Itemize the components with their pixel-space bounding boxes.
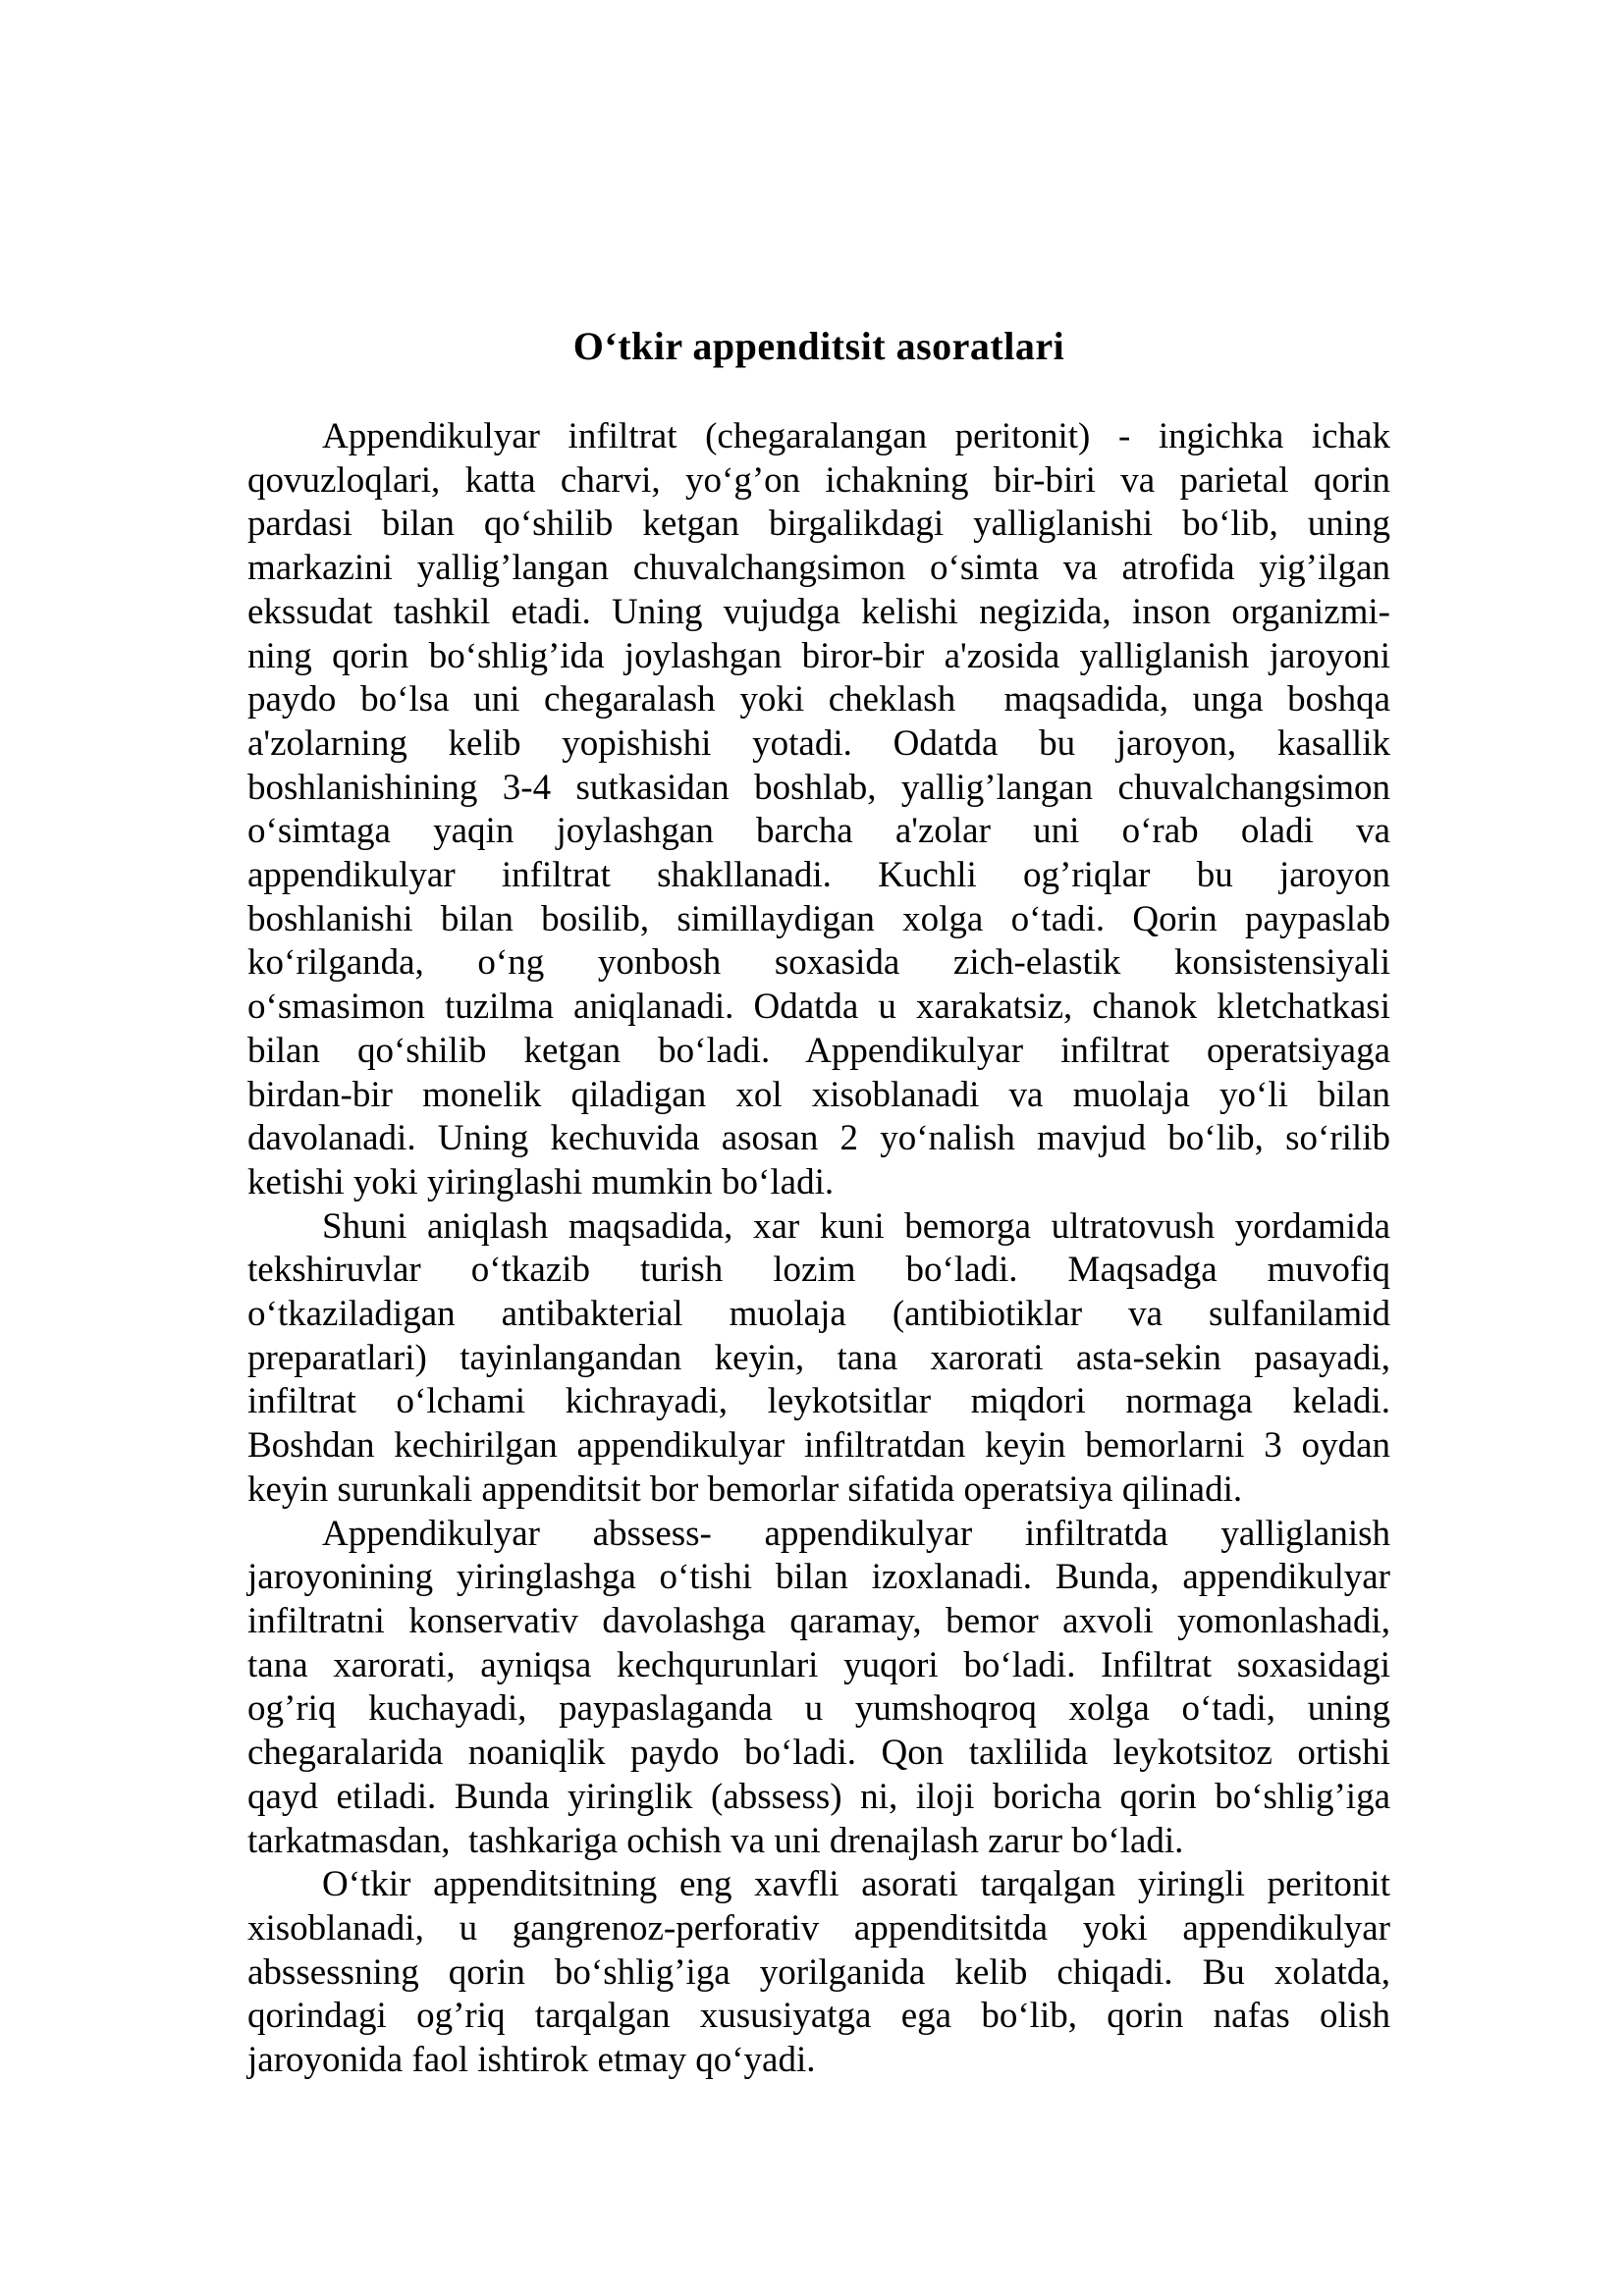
text-line: infiltratni konservativ davolashga qaramay, bemor axvoli yomonlashadi, (247, 1600, 1390, 1641)
text-line: birdan-bir monelik qiladigan xol xisoblanadi va muolaja yo‘li bilan (247, 1074, 1390, 1115)
text-line: abssessning qorin bo‘shlig’iga yorilganida kelib chiqadi. Bu xolatda, (247, 1951, 1390, 1993)
text-line: xisoblanadi, u gangrenoz-perforativ appenditsitda yoki appendikulyar (247, 1907, 1390, 1949)
text-line: preparatlari) tayinlangandan keyin, tana xarorati asta-sekin pasayadi, (247, 1337, 1390, 1378)
text-line: boshlanishining 3-4 sutkasidan boshlab, yallig’langan chuvalchangsimon (247, 767, 1390, 808)
text-line: davolanadi. Uning kechuvida asosan 2 yo‘nalish mavjud bo‘lib, so‘rilib (247, 1118, 1390, 1159)
document-body (247, 415, 1390, 2083)
text-line: tana xarorati, ayniqsa kechqurunlari yuqori bo‘ladi. Infiltrat soxasidagi (247, 1644, 1390, 1685)
text-line: Boshdan kechirilgan appendikulyar infiltratdan keyin bemorlarni 3 oydan (247, 1425, 1390, 1467)
text-line: Appendikulyar infiltrat (chegaralangan peritonit) - ingichka ichak (322, 416, 1390, 456)
text-line: Shuni aniqlash maqsadida, xar kuni bemorga ultratovush yordamida (322, 1205, 1390, 1247)
text-line: tekshiruvlar o‘tkazib turish lozim bo‘ladi. Maqsadga muvofiq (247, 1250, 1390, 1291)
text-line: o‘smasimon tuzilma aniqlanadi. Odatda u xarakatsiz, chanok kletchatkasi (247, 987, 1390, 1028)
text-line: qorindagi og’riq tarqalgan xususiyatga ega bo‘lib, qorin nafas olish (247, 1996, 1390, 2037)
document-title: O‘tkir appenditsit asoratlari (572, 324, 1065, 368)
text-line: ketishi yoki yiringlashi mumkin bo‘ladi. (247, 1161, 835, 1202)
text-line: o‘tkaziladigan antibakterial muolaja (antibiotiklar va sulfanilamid (247, 1294, 1390, 1335)
text-line: o‘simtaga yaqin joylashgan barcha a'zolar uni o‘rab oladi va (247, 811, 1390, 852)
text-line: pardasi bilan qo‘shilib ketgan birgalikdagi yalliglanishi bo‘lib, uning (247, 504, 1390, 545)
text-line: boshlanishi bilan bosilib, simillaydigan xolga o‘tadi. Qorin paypaslab (247, 898, 1390, 939)
text-line: paydo bo‘lsa uni chegaralash yoki cheklash maqsadida, unga boshqa (247, 679, 1390, 721)
document-content (247, 324, 1390, 2083)
text-line: jaroyonida faol ishtirok etmay qo‘yadi. (247, 2040, 816, 2081)
text-line: keyin surunkali appenditsit bor bemorlar sifatida operatsiya qilinadi. (247, 1468, 1243, 1510)
text-line: infiltrat o‘lchami kichrayadi, leykotsitlar miqdori normaga keladi. (247, 1381, 1390, 1422)
text-line: qovuzloqlari, katta charvi, yo‘g’on ichakning bir-biri va parietal qorin (247, 459, 1390, 501)
text-line: jaroyonining yiringlashga o‘tishi bilan izoxlanadi. Bunda, appendikulyar (247, 1557, 1390, 1598)
text-line: bilan qo‘shilib ketgan bo‘ladi. Appendikulyar infiltrat operatsiyaga (247, 1030, 1390, 1071)
text-line: chegaralarida noaniqlik paydo bo‘ladi. Qon taxlilida leykotsitoz ortishi (247, 1733, 1390, 1774)
text-line: Appendikulyar abssess- appendikulyar infiltratda yalliglanish (322, 1513, 1390, 1554)
text-line: markazini yallig’langan chuvalchangsimon o‘simta va atrofida yig’ilgan (247, 548, 1390, 589)
text-line: ko‘rilganda, o‘ng yonbosh soxasida zich-elastik konsistensiyali (247, 942, 1390, 984)
text-line: appendikulyar infiltrat shakllanadi. Kuchli og’riqlar bu jaroyon (247, 855, 1390, 896)
text-line: qayd etiladi. Bunda yiringlik (abssess) ni, iloji boricha qorin bo‘shlig’iga (247, 1776, 1390, 1817)
text-line: O‘tkir appenditsitning eng xavfli asorati tarqalgan yiringli peritonit (322, 1864, 1390, 1905)
text-line: og’riq kuchayadi, paypaslaganda u yumshoqroq xolga o‘tadi, uning (247, 1688, 1390, 1730)
text-line: tarkatmasdan, tashkariga ochish va uni drenajlash zarur bo‘ladi. (247, 1820, 1184, 1861)
text-line: ning qorin bo‘shlig’ida joylashgan biror-bir a'zosida yalliglanish jaroyoni (247, 635, 1390, 676)
text-line: ekssudat tashkil etadi. Uning vujudga kelishi negizida, inson organizmi- (247, 591, 1390, 632)
text-line: a'zolarning kelib yopishishi yotadi. Odatda bu jaroyon, kasallik (247, 722, 1390, 764)
